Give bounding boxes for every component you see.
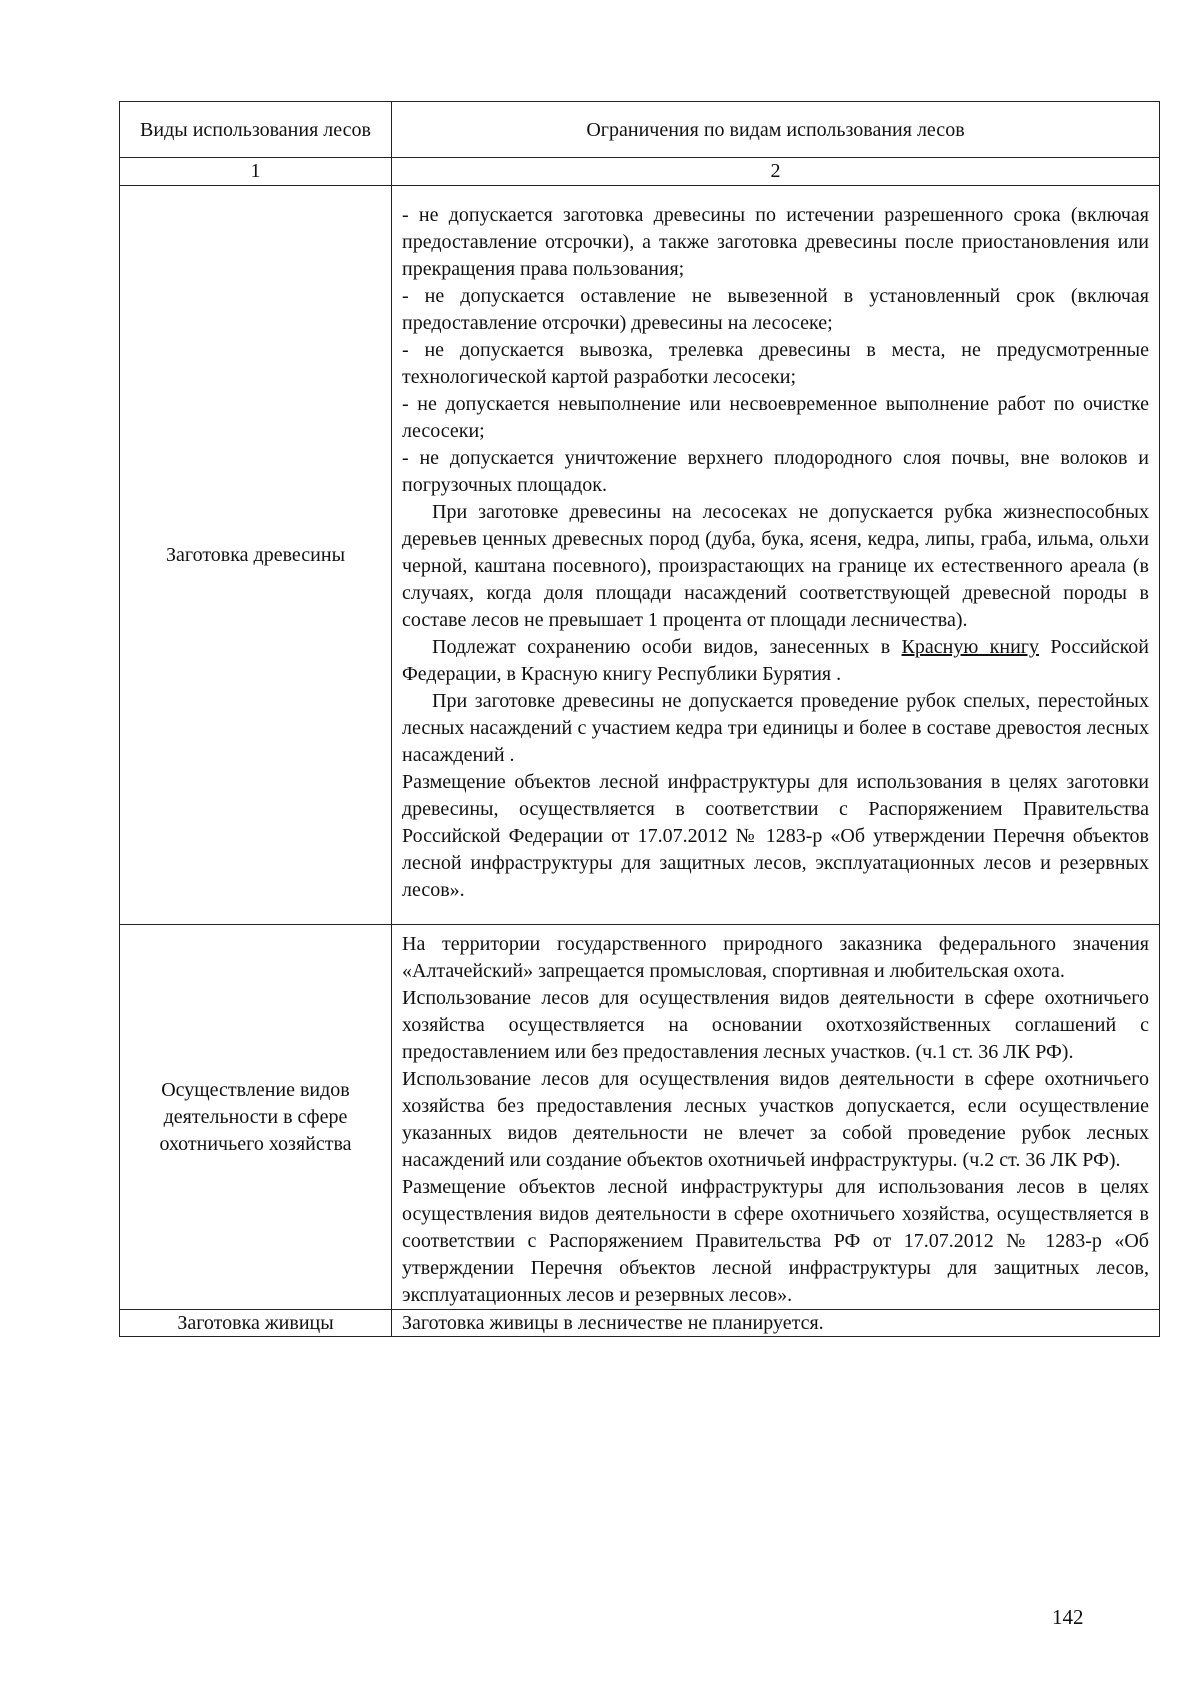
restriction-paragraph: При заготовке древесины не допускается проведение рубок спелых, перестойных лесных насаждений с участием кедра три единицы и более в составе древостоя лесных насаждений . xyxy=(402,690,1149,766)
restriction-paragraph: Заготовка живицы в лесничестве не планируется. xyxy=(402,1311,824,1334)
restriction-paragraph: - не допускается уничтожение верхнего плодородного слоя почвы, вне волоков и погрузочных площадок. xyxy=(402,447,1149,496)
restriction-paragraph: Размещение объектов лесной инфраструктуры для использования лесов в целях осуществления видов деятельности в сфере охотничьего хозяйства, осуществляется в соответствии с Распоряжением Правительства РФ от 17.07.2012 № 1283-р «Об утверждении Перечня объектов лесной инфраструктуры для защитных лесов, эксплуатационных лесов и резервных лесов». xyxy=(402,1176,1149,1306)
row-kind-timber-harvesting: Заготовка древесины xyxy=(120,186,392,925)
page-number: 142 xyxy=(1052,1605,1084,1629)
column-number-row xyxy=(120,158,1160,186)
red-book-text-before: Подлежат сохранению особи видов, занесенных в xyxy=(432,636,902,658)
column-number-2: 2 xyxy=(392,158,1160,186)
row-kind-hunting: Осуществление видов деятельности в сфере охотничьего хозяйства xyxy=(120,925,392,1310)
table-header-row xyxy=(120,102,1160,158)
restriction-paragraph: Использование лесов для осуществления видов деятельности в сфере охотничьего хозяйства без предоставления лесных участков допускается, если осуществление указанных видов деятельности не влечет за собой проведение рубок лесных насаждений или создание объектов охотничьей инфраструктуры. (ч.2 ст. 36 ЛК РФ). xyxy=(402,1068,1149,1171)
restriction-paragraph: - не допускается вывозка, трелевка древесины в места, не предусмотренные технологической картой разработки лесосеки; xyxy=(402,339,1149,388)
table-row xyxy=(120,925,1160,1310)
table-row xyxy=(120,186,1160,925)
restriction-paragraph: При заготовке древесины на лесосеках не допускается рубка жизнеспособных деревьев ценных древесных пород (дуба, бука, ясеня, кедра, липы, граба, ильма, ольхи черной, каштана посевного), произрастающих на границе их естественного ареала (в случаях, когда доля площади насаждений соответствующей древесной породы в составе лесов не превышает 1 процента от площади лесничества). xyxy=(402,501,1149,631)
table-row xyxy=(120,1310,1160,1337)
header-restrictions: Ограничения по видам использования лесов xyxy=(392,102,1160,158)
restriction-paragraph-red-book xyxy=(402,634,1149,688)
restriction-paragraph: На территории государственного природного заказника федерального значения «Алтачейский» запрещается промысловая, спортивная и любительская охота. xyxy=(402,933,1149,982)
header-forest-use-types: Виды использования лесов xyxy=(120,102,392,158)
restriction-paragraph: - не допускается оставление не вывезенной в установленный срок (включая предоставление отсрочки) древесины на лесосеке; xyxy=(402,285,1149,334)
forest-use-restrictions-table xyxy=(119,101,1160,1337)
row-restrictions-timber-harvesting xyxy=(392,186,1160,925)
row-kind-resin-harvesting: Заготовка живицы xyxy=(120,1310,392,1337)
column-number-1: 1 xyxy=(120,158,392,186)
red-book-link[interactable]: Красную книгу xyxy=(901,636,1040,658)
restriction-paragraph: Использование лесов для осуществления видов деятельности в сфере охотничьего хозяйства осуществляется на основании охотхозяйственных соглашений с предоставлением или без предоставления лесных участков. (ч.1 ст. 36 ЛК РФ). xyxy=(402,987,1149,1063)
row-restrictions-resin-harvesting xyxy=(392,1310,1160,1337)
restriction-paragraph: - не допускается невыполнение или несвоевременное выполнение работ по очистке лесосеки; xyxy=(402,393,1149,442)
restriction-paragraph: - не допускается заготовка древесины по истечении разрешенного срока (включая предоставление отсрочки), а также заготовка древесины после приостановления или прекращения права пользования; xyxy=(402,204,1149,280)
restriction-paragraph: Размещение объектов лесной инфраструктуры для использования в целях заготовки древесины, осуществляется в соответствии с Распоряжением Правительства Российской Федерации от 17.07.2012 № 1283-р «Об утверждении Перечня объектов лесной инфраструктуры для защитных лесов, эксплуатационных лесов и резервных лесов». xyxy=(402,771,1149,901)
row-restrictions-hunting xyxy=(392,925,1160,1310)
red-book-text-after: Российской Федерации, в Красную книгу Республики Бурятия . xyxy=(402,636,1149,685)
